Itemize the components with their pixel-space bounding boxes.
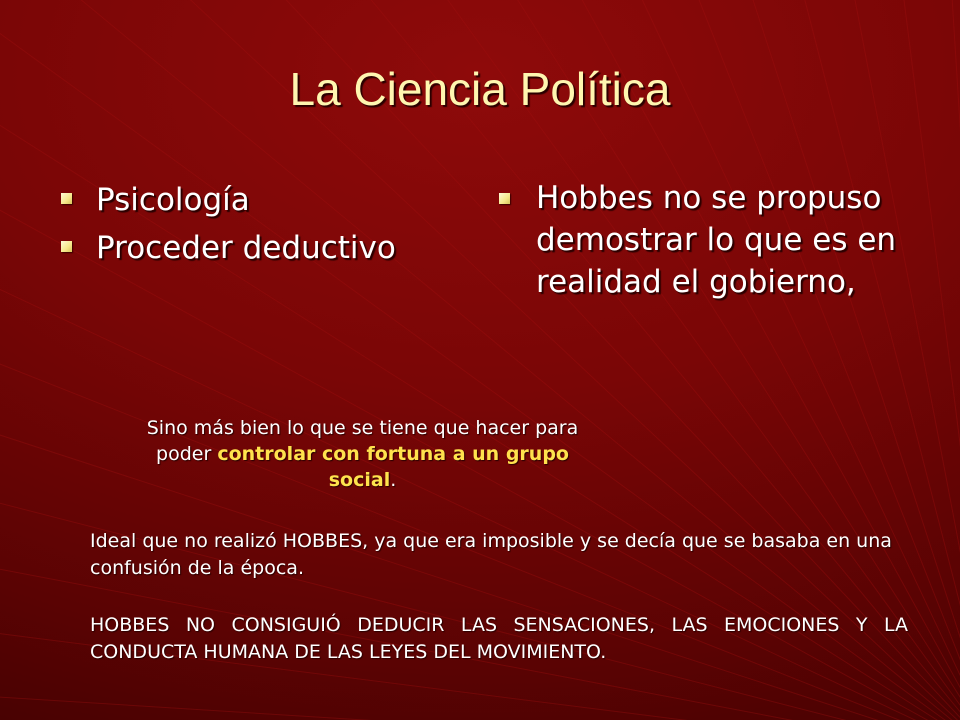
square-bullet-icon [61,241,72,252]
center-note-text: Sino más bien lo que se tiene que hacer para poder [146,417,579,465]
bullet-item-hobbes [498,177,938,303]
bullet-text: Proceder deductivo [96,230,396,266]
bullet-text: Psicología [96,182,250,218]
center-note-highlight: controlar con fortuna a un grupo social [217,443,569,491]
square-bullet-icon [61,193,72,204]
right-bullet-list [498,177,938,303]
bullet-text: Hobbes no se propuso demostrar lo que es en realidad el gobierno, [536,180,897,300]
center-note [140,415,585,493]
paragraph-conclusion: HOBBES NO CONSIGUIÓ DEDUCIR LAS SENSACIONES, LAS EMOCIONES Y LA CONDUCTA HUMANA DE LAS LEYES DEL MOVIMIENTO. [90,614,908,663]
left-bullet-list [60,176,396,272]
square-bullet-icon [499,193,510,204]
center-note-end: . [390,469,397,491]
slide-title: La Ciencia Política [289,63,671,115]
bullet-item-proceder-deductivo [60,224,396,272]
paragraph-ideal: Ideal que no realizó HOBBES, ya que era imposible y se decía que se basaba en una confusión de la época. [90,530,892,579]
bullet-item-psicologia [60,176,396,224]
